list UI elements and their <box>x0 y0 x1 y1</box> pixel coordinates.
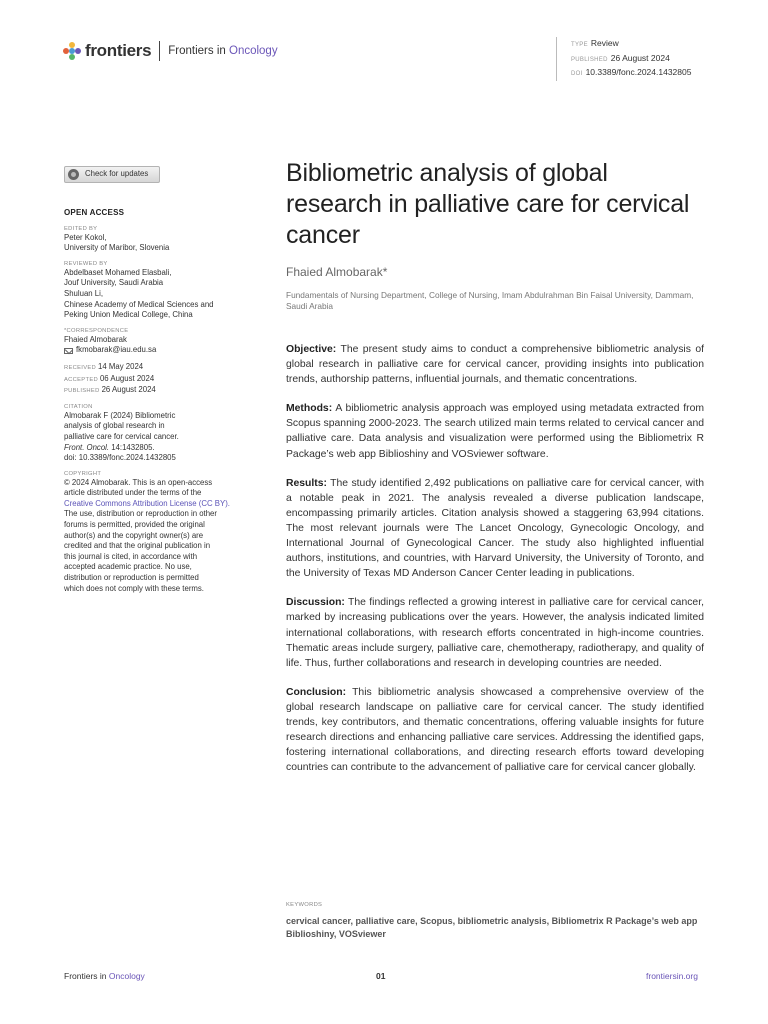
copyright-text: article distributed under the terms of the <box>64 488 202 498</box>
article-author[interactable]: Fhaied Almobarak* <box>286 265 388 279</box>
citation-journal: Front. Oncol. 14:1432805. <box>64 442 155 452</box>
footer-journal: Frontiers in Oncology <box>64 971 145 981</box>
copyright-section <box>64 470 264 595</box>
dates-section <box>64 362 264 397</box>
received-date: RECEIVED 14 May 2024 <box>64 361 144 371</box>
reviewer-affiliation: Jouf University, Saudi Arabia <box>64 278 164 288</box>
page-number: 01 <box>376 971 386 981</box>
journal-name: Frontiers in Oncology <box>168 45 278 57</box>
citation-doi: doi: 10.3389/fonc.2024.1432805 <box>64 453 176 463</box>
citation-text: analysis of global research in <box>64 421 165 431</box>
copyright-text: author(s) and the copyright owner(s) are <box>64 530 204 540</box>
keywords-list: cervical cancer, palliative care, Scopus, bibliometric analysis, Bibliometrix R Package’s web app Biblioshiny, VOSviewer <box>286 916 698 939</box>
editor-name: Peter Kokol, <box>64 232 107 242</box>
footer-site-link[interactable]: frontiersin.org <box>646 971 698 981</box>
author-affiliation: Fundamentals of Nursing Department, College of Nursing, Imam Abdulrahman Bin Faisal University, Dammam, Saudi Arabia <box>286 290 694 311</box>
correspondence-label: *CORRESPONDENCE <box>64 327 129 334</box>
correspondence-section <box>64 327 264 356</box>
brand-name: frontiers <box>85 41 152 60</box>
article-title: Bibliometric analysis of global research in palliative care for cervical cancer <box>286 159 690 249</box>
copyright-text: which does not comply with these terms. <box>64 583 204 593</box>
edited-by-section <box>64 225 264 254</box>
copyright-text: accepted academic practice. No use, <box>64 562 192 572</box>
open-access-label: OPEN ACCESS <box>64 208 125 217</box>
correspondence-name: Fhaied Almobarak <box>64 334 127 344</box>
email-icon <box>64 348 73 354</box>
abstract-conclusion: Conclusion: This bibliometric analysis showcased a comprehensive overview of the global research landscape on palliative care for cervical cancer. The study identified trends, key contributors, and thematic concentrations, offering valuable insights for future research directions and enhancing palliative care services. Addressing the identified gaps, fostering international collaborations, and directing research efforts toward developing countries can contribute to the advancement of palliative care for cervical cancer globally. <box>286 686 704 774</box>
abstract-methods: Methods: A bibliometric analysis approach was employed using metadata extracted from Scopus spanning 2000-2023. The search utilized main terms related to cervical cancer and palliative care. Data analysis and visualization were performed using the Bibliometrix R Package’s web app Biblioshiny and VOSviewer software. <box>286 403 704 460</box>
keywords-label: KEYWORDS <box>286 902 323 908</box>
accepted-date: ACCEPTED 06 August 2024 <box>64 373 155 383</box>
published-date: PUBLISHED 26 August 2024 <box>64 385 156 395</box>
check-updates-label: Check for updates <box>85 169 149 179</box>
copyright-text: © 2024 Almobarak. This is an open-access <box>64 477 213 487</box>
reviewer-affiliation: Peking Union Medical College, China <box>64 310 193 320</box>
citation-label: CITATION <box>64 403 93 410</box>
copyright-text: distribution or reproduction is permitted <box>64 573 199 583</box>
copyright-text: forums is permitted, provided the original <box>64 520 205 530</box>
reviewed-by-section <box>64 260 264 321</box>
correspondence-email-link[interactable]: fkmobarak@iau.edu.sa <box>64 345 264 356</box>
edited-by-label: EDITED BY <box>64 225 98 232</box>
copyright-text: credited and that the original publication in <box>64 541 211 551</box>
left-sidebar <box>64 166 264 594</box>
reviewer-name: Shuluan Li, <box>64 288 104 298</box>
editor-affiliation: University of Maribor, Slovenia <box>64 243 170 253</box>
abstract-objective: Objective: The present study aims to conduct a comprehensive bibliometric analysis of global research in palliative care for cervical cancer, providing insights into publication trends, authorship patterns, influential journals, and thematic concentrations. <box>286 344 704 386</box>
reviewed-by-label: REVIEWED BY <box>64 260 108 267</box>
article-meta <box>556 37 691 81</box>
citation-text: palliative care for cervical cancer. <box>64 431 179 441</box>
reviewer-name: Abdelbaset Mohamed Elasbali, <box>64 267 172 277</box>
copyright-text: The use, distribution or reproduction in other <box>64 509 217 519</box>
check-for-updates-button[interactable] <box>64 166 160 183</box>
abstract-results: Results: The study identified 2,492 publications on palliative care for cervical cancer, with a notable peak in 2021. The analysis revealed a diverse publication landscape, encompassing primarily articles. Citation analysis showed a staggering 63,994 citations. The most relevant journals were The Lancet Oncology, Gynecologic Oncology, and International Journal of Gynecological Cancer. The study also highlighted influential authors, institutions, and countries, with Harvard University, the University of Toronto, and the University of Texas MD Anderson Cancer Center leading in publications. <box>286 477 704 580</box>
copyright-label: COPYRIGHT <box>64 470 102 477</box>
keywords-section <box>286 901 706 941</box>
abstract-discussion: Discussion: The findings reflected a growing interest in palliative care for cervical cancer, marked by increasing publications over the years. However, the analysis indicated limited international collaborations, with research efforts concentrated in high-income countries. Thematic areas include surgery, palliative care, chemotherapy, radiotherapy, and quality of life. Thus, further collaborations and research in developing countries are needed. <box>286 597 704 669</box>
reviewer-affiliation: Chinese Academy of Medical Sciences and <box>64 299 214 309</box>
article-published: PUBLISHED 26 August 2024 <box>571 52 670 63</box>
article-doi[interactable]: DOI 10.3389/fonc.2024.1432805 <box>571 67 692 77</box>
frontiers-logo-icon <box>63 42 81 60</box>
cc-license-link[interactable]: Creative Commons Attribution License (CC BY). <box>64 498 230 508</box>
frontiers-logo <box>63 41 278 61</box>
article-type: TYPE Review <box>571 38 619 48</box>
copyright-text: this journal is cited, in accordance with <box>64 551 198 561</box>
citation-section <box>64 403 264 464</box>
header-divider <box>159 41 160 61</box>
abstract <box>286 342 704 789</box>
citation-text: Almobarak F (2024) Bibliometric <box>64 410 176 420</box>
check-updates-icon <box>68 169 79 180</box>
